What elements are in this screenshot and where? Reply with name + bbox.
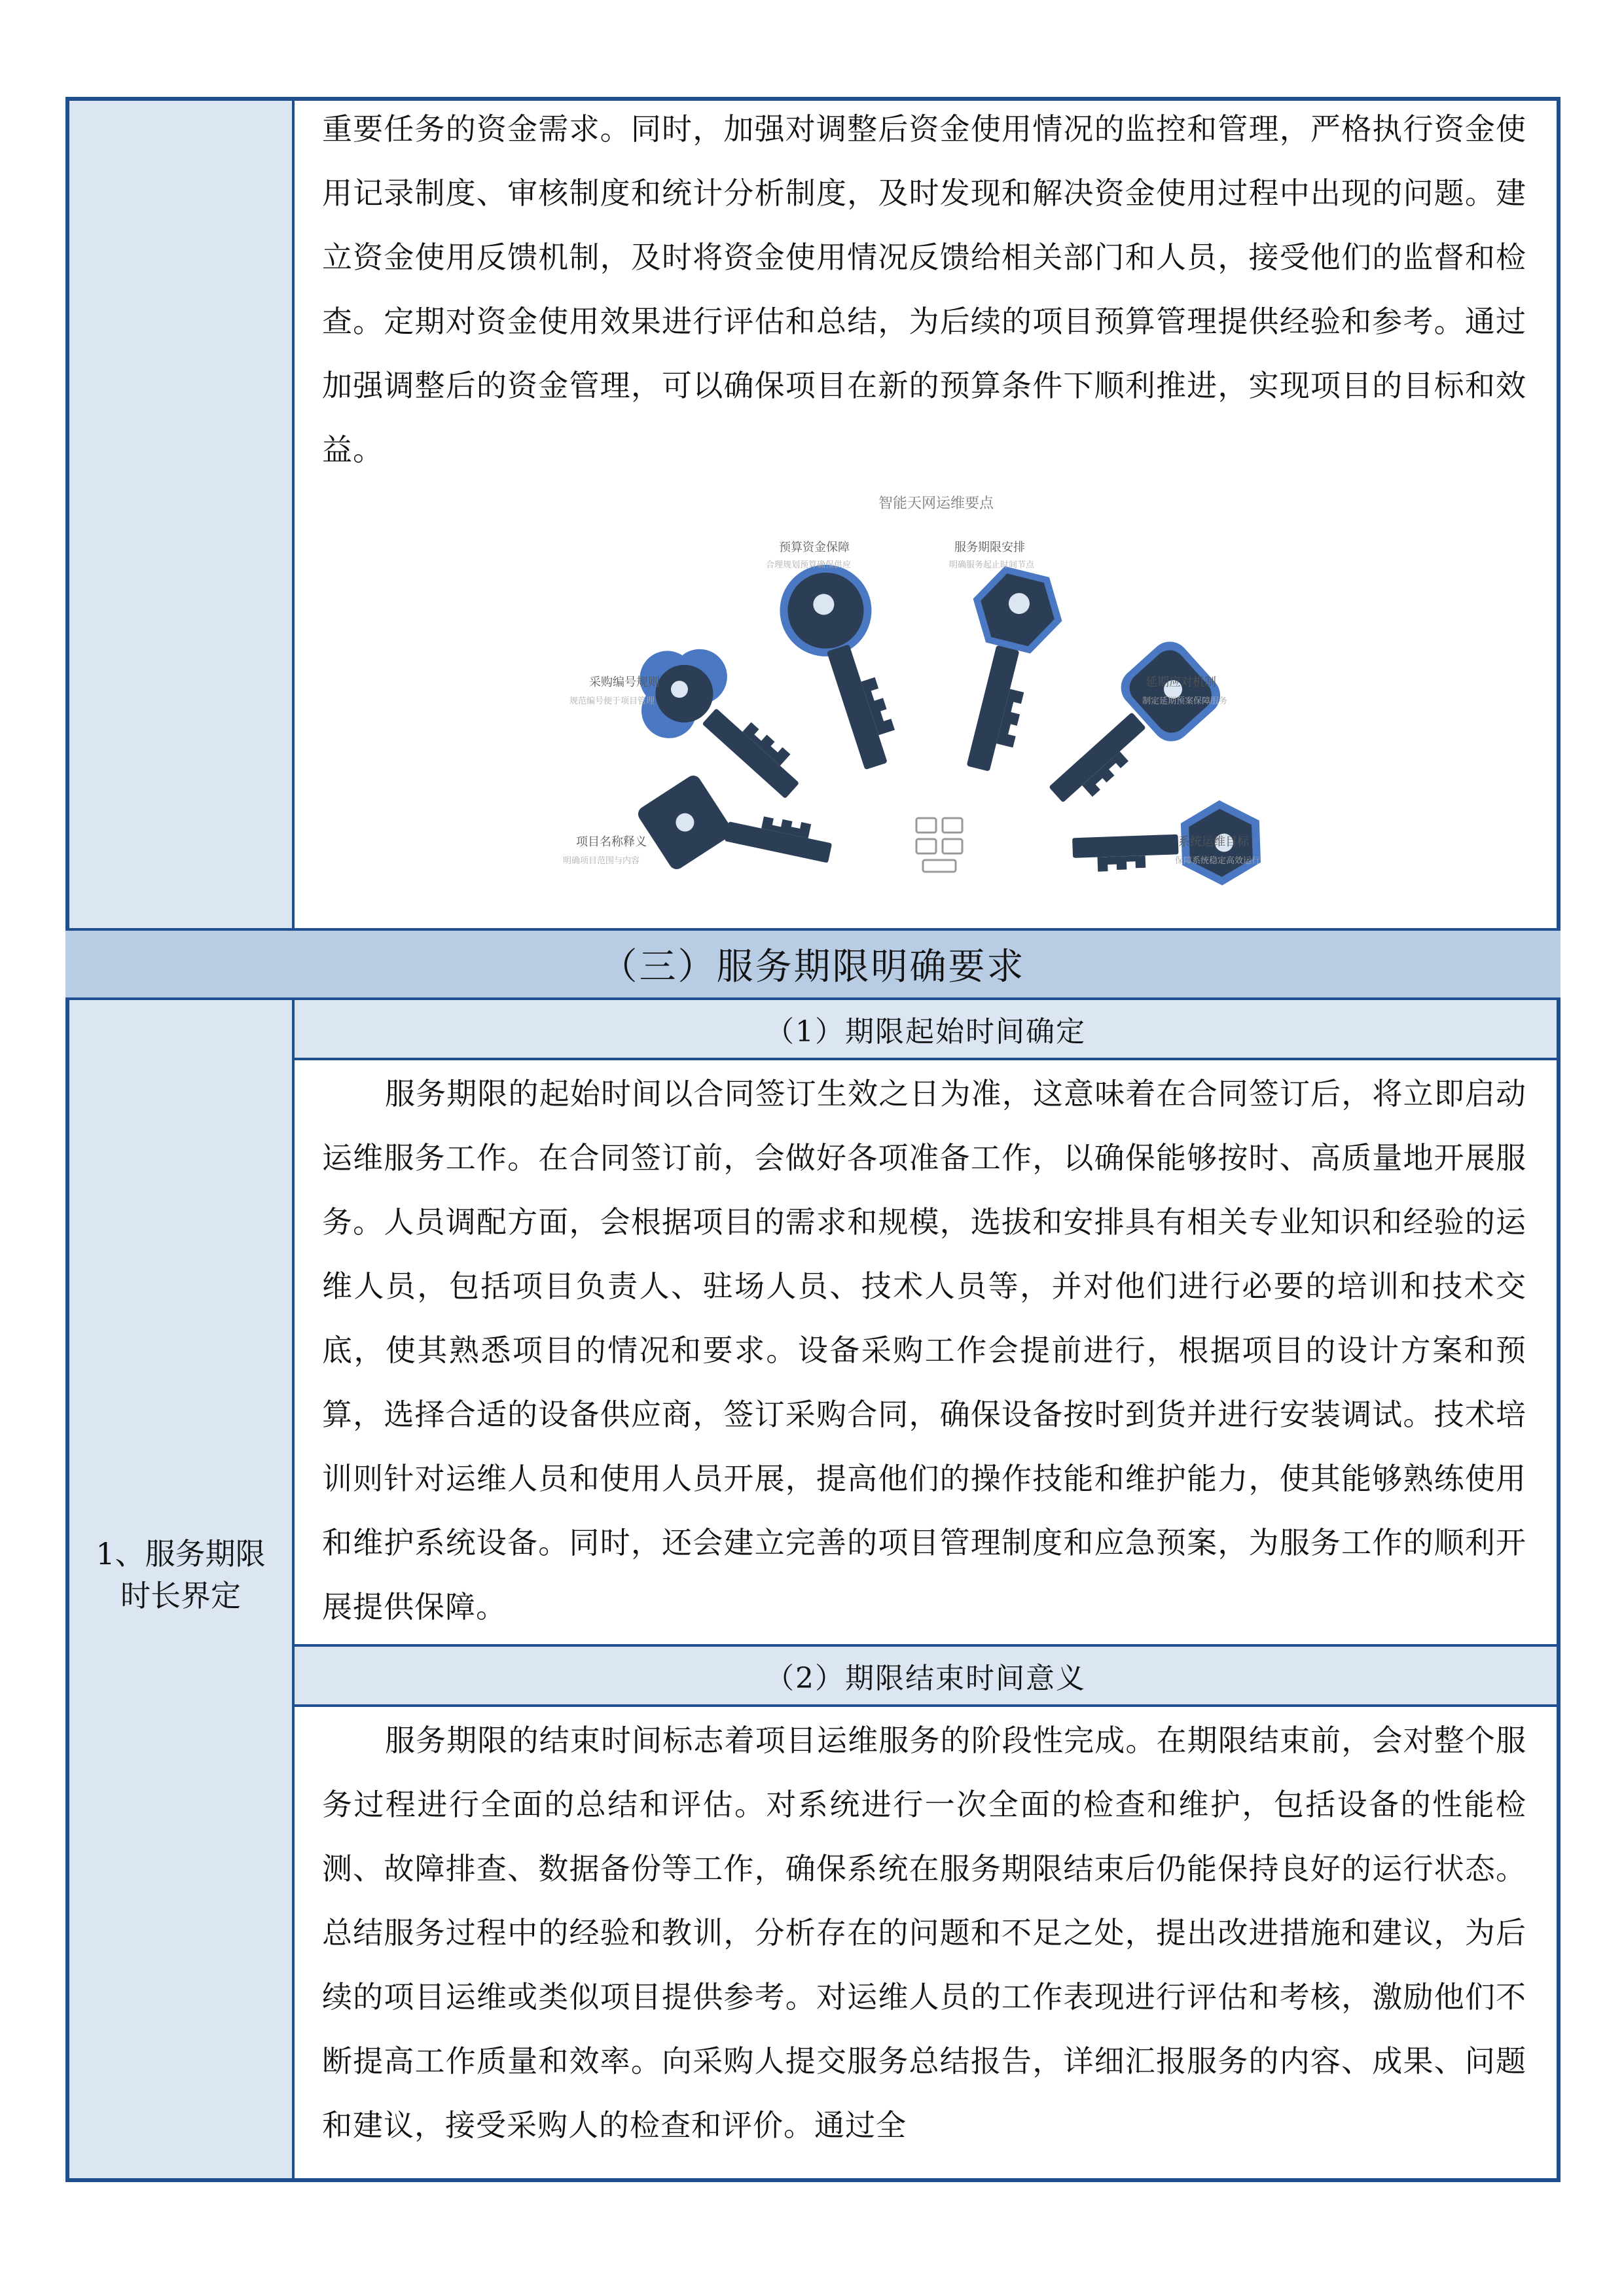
key-label-4: 延期应对机制 <box>1146 675 1216 689</box>
sub2-paragraph: 服务期限的结束时间标志着项目运维服务的阶段性完成。在期限结束前，会对整个服务过程进行全面的总结和评估。对系统进行一次全面的检查和维护，包括设备的性能检测、故障排查、数据备份等工作，确保系统在服务期限结束后仍能保持良好的运行状态。总结服务过程中的经验和教训，分析存在的问题和不足之处，提出改进措施和建议，为后续的项目运维或类似项目提供参考。对运维人员的工作表现进行评估和考核，激励他们不断提高工作质量和效率。向采购人提交服务总结报告，详细汇报服务的内容、成果、问题和建议，接受采购人的检查和评价。通过全 <box>322 1723 1526 2143</box>
sub1-header: （1）期限起始时间确定 <box>295 1000 1557 1060</box>
sub2-header: （2）期限结束时间意义 <box>295 1644 1557 1707</box>
key-sub-5: 明确项目范围与内容 <box>563 856 640 866</box>
left-column-top <box>69 101 295 928</box>
left-label: 1、服务期限时长界定 <box>96 1536 266 1613</box>
key-icon-4 <box>1027 634 1228 827</box>
center-glyph-icon <box>916 818 962 872</box>
key-label-6: 系统运维目标 <box>1178 835 1249 849</box>
section-header: （三）服务期限明确要求 <box>65 928 1561 1000</box>
key-label-1: 预算资金保障 <box>779 541 850 554</box>
key-icon-2 <box>933 561 1072 780</box>
key-sub-4: 制定延期预案保障服务 <box>1142 696 1228 706</box>
key-icon-1 <box>768 553 920 781</box>
key-sub-6: 保障系统稳定高效运行 <box>1175 856 1261 866</box>
key-sub-2: 明确服务起止时间节点 <box>949 560 1035 570</box>
figure-title: 智能天网运维要点 <box>878 495 994 512</box>
key-icon-5 <box>624 762 840 903</box>
key-sub-1: 合理规划预算确保供应 <box>766 560 852 570</box>
key-label-2: 服务期限安排 <box>954 541 1025 554</box>
keys-figure <box>550 478 1322 916</box>
key-icon-3 <box>613 622 826 829</box>
sub1-paragraph: 服务期限的起始时间以合同签订生效之日为准，这意味着在合同签订后，将立即启动运维服务工作。在合同签订前，会做好各项准备工作，以确保能够按时、高质量地开展服务。人员调配方面，会根据项目的需求和规模，选拔和安排具有相关专业知识和经验的运维人员，包括项目负责人、驻场人员、技术人员等，并对他们进行必要的培训和技术交底，使其熟悉项目的情况和要求。设备采购工作会提前进行，根据项目的设计方案和预算，选择合适的设备供应商，签订采购合同，确保设备按时到货并进行安装调试。技术培训则针对运维人员和使用人员开展，提高他们的操作技能和维护能力，使其能够熟练使用和维护系统设备。同时，还会建立完善的项目管理制度和应急预案，为服务工作的顺利开展提供保障。 <box>322 1076 1526 1624</box>
key-label-3: 采购编号规则 <box>589 675 660 689</box>
key-label-5: 项目名称释义 <box>576 835 647 849</box>
key-sub-3: 规范编号便于项目管理 <box>569 696 655 706</box>
top-paragraph: 重要任务的资金需求。同时，加强对调整后资金使用情况的监控和管理，严格执行资金使用记录制度、审核制度和统计分析制度，及时发现和解决资金使用过程中出现的问题。建立资金使用反馈机制，及时将资金使用情况反馈给相关部门和人员，接受他们的监督和检查。定期对资金使用效果进行评估和总结，为后续的项目预算管理提供经验和参考。通过加强调整后的资金管理，可以确保项目在新的预算条件下顺利推进，实现项目的目标和效益。 <box>322 111 1526 467</box>
